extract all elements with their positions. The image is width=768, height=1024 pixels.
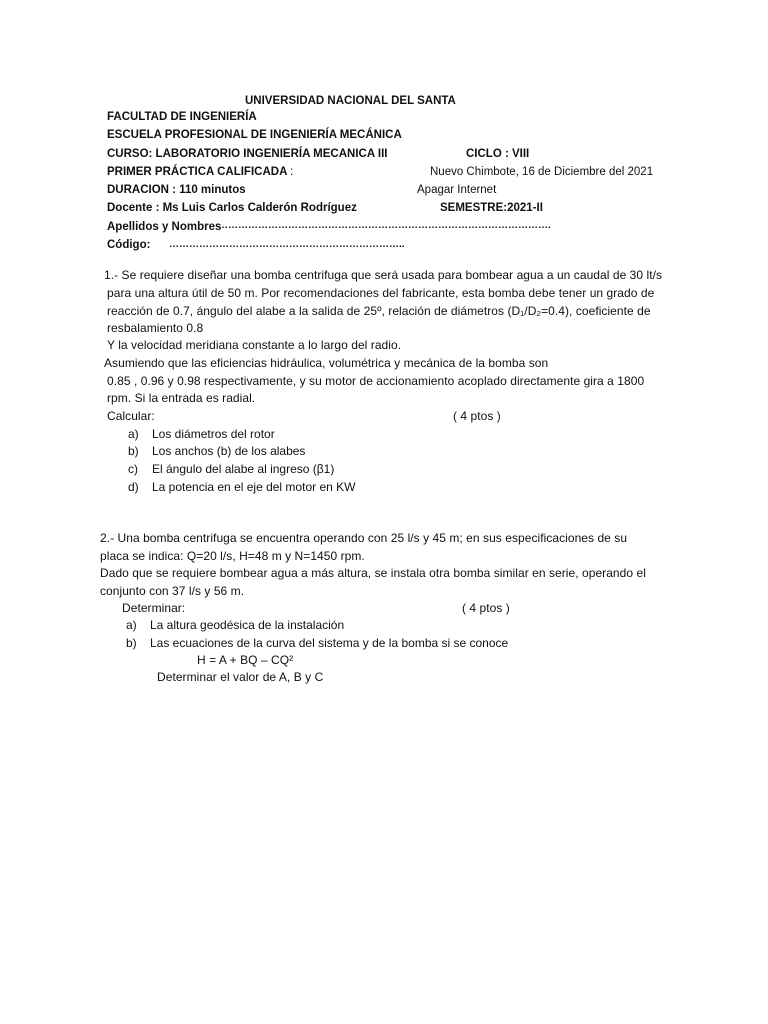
item-marker: c) [128, 462, 138, 476]
item-text: La altura geodésica de la instalación [150, 618, 345, 632]
item-marker: b) [128, 444, 139, 458]
item-marker: b) [126, 636, 137, 650]
item-marker: a) [128, 427, 139, 441]
problem2-item-b [126, 635, 508, 651]
names-label: Apellidos y Nombres [107, 221, 222, 233]
code-label: Código: [107, 239, 151, 251]
names-dots: ………………………………………………………………………………………. [218, 220, 551, 231]
exam-type-line: PRIMER PRÁCTICA CALIFICADA [107, 166, 288, 178]
problem2-line-2: placa se indica: Q=20 l/s, H=48 m y N=1450 rpm. [100, 549, 365, 563]
item-text: La potencia en el eje del motor en KW [152, 480, 356, 494]
problem1-item-a [128, 426, 275, 442]
problem1-line-1: 1.- Se requiere diseñar una bomba centrifuga que será usada para bombear agua a un caudal de 30 lt/s [104, 268, 663, 282]
problem1-item-c [128, 461, 334, 477]
university-title: UNIVERSIDAD NACIONAL DEL SANTA [245, 95, 456, 107]
problem1-points: ( 4 ptos ) [453, 409, 501, 423]
problem2-det-label: Determinar: [122, 601, 186, 615]
problem1-item-b [128, 443, 305, 459]
teacher-line: Docente : Ms Luis Carlos Calderón Rodríguez [107, 202, 357, 214]
item-text: Los anchos (b) de los alabes [152, 444, 306, 458]
problem1-line-4: resbalamiento 0.8 [107, 321, 204, 335]
semester-line: SEMESTRE:2021-II [440, 202, 543, 214]
exam-colon: : [290, 166, 294, 178]
problem2-equation: H = A + BQ – CQ² [197, 653, 294, 667]
problem2-final-line: Determinar el valor de A, B y C [157, 670, 324, 684]
problem1-line-8: rpm. Si la entrada es radial. [107, 391, 256, 405]
problem2-line-4: conjunto con 37 l/s y 56 m. [100, 584, 245, 598]
school-line: ESCUELA PROFESIONAL DE INGENIERÍA MECÁNICA [107, 129, 402, 141]
item-marker: d) [128, 480, 139, 494]
problem2-item-a [126, 617, 344, 633]
internet-note: Apagar Internet [417, 184, 497, 196]
course-line: CURSO: LABORATORIO INGENIERÍA MECANICA III [107, 148, 388, 160]
problem2-points: ( 4 ptos ) [462, 601, 510, 615]
faculty-line: FACULTAD DE INGENIERÍA [107, 111, 257, 123]
problem2-line-1: 2.- Una bomba centrifuga se encuentra operando con 25 l/s y 45 m; en sus especificaciones de su [100, 531, 628, 545]
problem2-line-3: Dado que se requiere bombear agua a más altura, se instala otra bomba similar en serie, operando el [100, 566, 646, 580]
cycle-line: CICLO : VIII [466, 148, 530, 160]
code-dots: …………………………………………………………….. [169, 239, 405, 250]
problem1-item-d [128, 479, 355, 495]
item-marker: a) [126, 618, 137, 632]
problem1-line-2: para una altura útil de 50 m. Por recomendaciones del fabricante, esta bomba debe tener un grado de [107, 286, 655, 300]
item-text: El ángulo del alabe al ingreso (β1) [152, 462, 335, 476]
place-date: Nuevo Chimbote, 16 de Diciembre del 2021 [430, 166, 654, 178]
problem1-line-6: Asumiendo que las eficiencias hidráulica, volumétrica y mecánica de la bomba son [104, 356, 549, 370]
item-text: Las ecuaciones de la curva del sistema y de la bomba si se conoce [150, 636, 509, 650]
duration-line: DURACION : 110 minutos [107, 184, 246, 196]
problem1-line-3: reacción de 0.7, ángulo del alabe a la salida de 25º, relación de diámetros (D₁/D₂=0.4), coeficiente de [107, 304, 651, 318]
problem1-line-7: 0.85 , 0.96 y 0.98 respectivamente, y su motor de accionamiento acoplado directamente gira a 1800 [107, 374, 645, 388]
item-text: Los diámetros del rotor [152, 427, 275, 441]
problem1-line-5: Y la velocidad meridiana constante a lo largo del radio. [107, 338, 402, 352]
problem1-calc-label: Calcular: [107, 409, 155, 423]
